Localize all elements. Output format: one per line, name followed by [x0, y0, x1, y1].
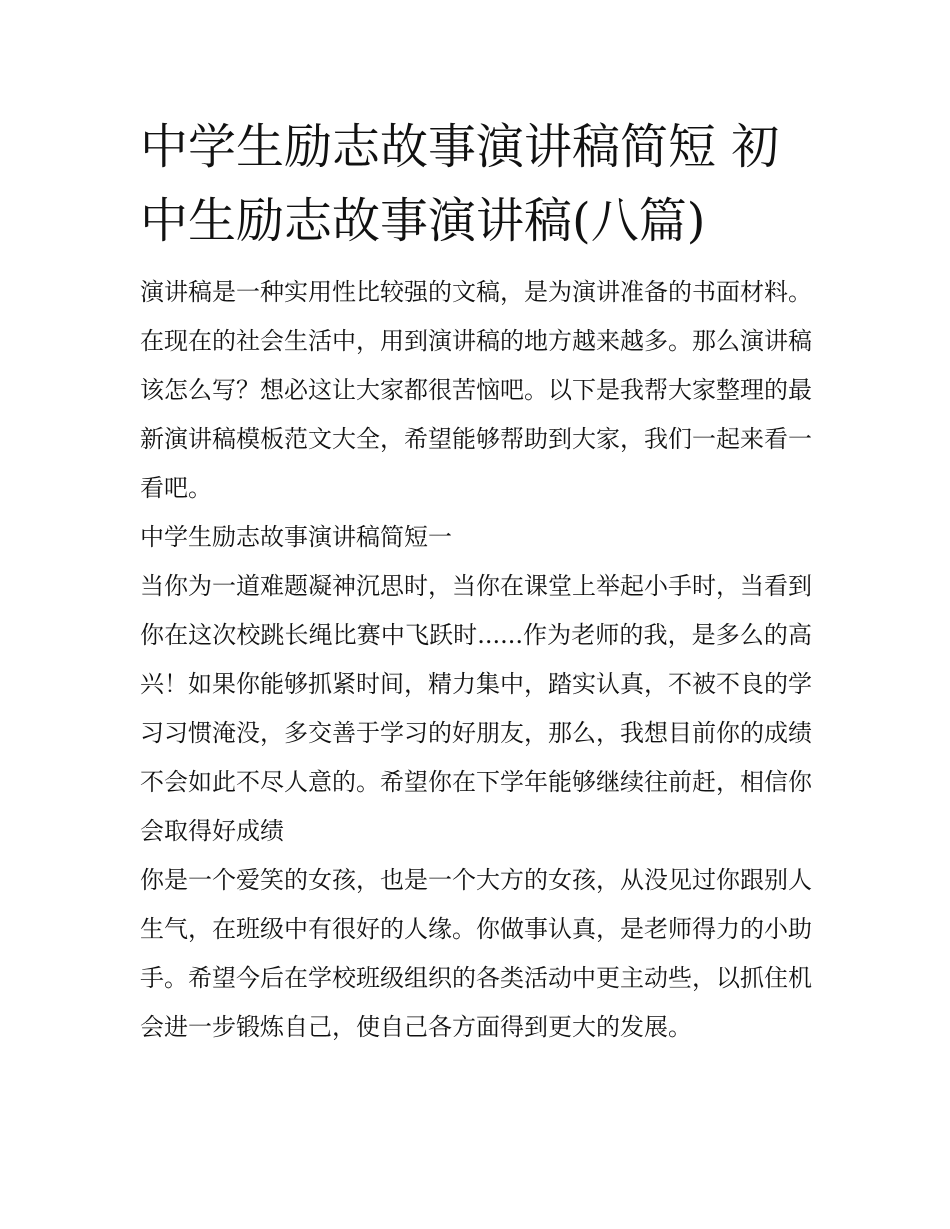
body-paragraph: 当你为一道难题凝神沉思时，当你在课堂上举起小手时，当看到你在这次校跳长绳比赛中飞跃时......作为老师的我，是多么的高兴！如果你能够抓紧时间，精力集中，踏实认真，不被不良的学习习惯淹没，多交善于学习的好朋友，那么，我想目前你的成绩不会如此不尽人意的。希望你在下学年能够继续往前赶，相信你会取得好成绩 — [140, 572, 812, 845]
intro-paragraph: 演讲稿是一种实用性比较强的文稿，是为演讲准备的书面材料。在现在的社会生活中，用到演讲稿的地方越来越多。那么演讲稿该怎么写？想必这让大家都很苦恼吧。以下是我帮大家整理的最新演讲稿模板范文大全，希望能够帮助到大家，我们一起来看一看吧。 — [140, 278, 812, 502]
body-paragraph: 你是一个爱笑的女孩，也是一个大方的女孩，从没见过你跟别人生气，在班级中有很好的人缘。你做事认真，是老师得力的小助手。希望今后在学校班级组织的各类活动中更主动些，以抓住机会进一步锻炼自己，使自己各方面得到更大的发展。 — [140, 866, 812, 1041]
document-title: 中学生励志故事演讲稿简短 初中生励志故事演讲稿(八篇) — [140, 119, 780, 249]
section-heading: 中学生励志故事演讲稿简短一 — [140, 523, 452, 551]
document-page — [140, 110, 812, 1052]
